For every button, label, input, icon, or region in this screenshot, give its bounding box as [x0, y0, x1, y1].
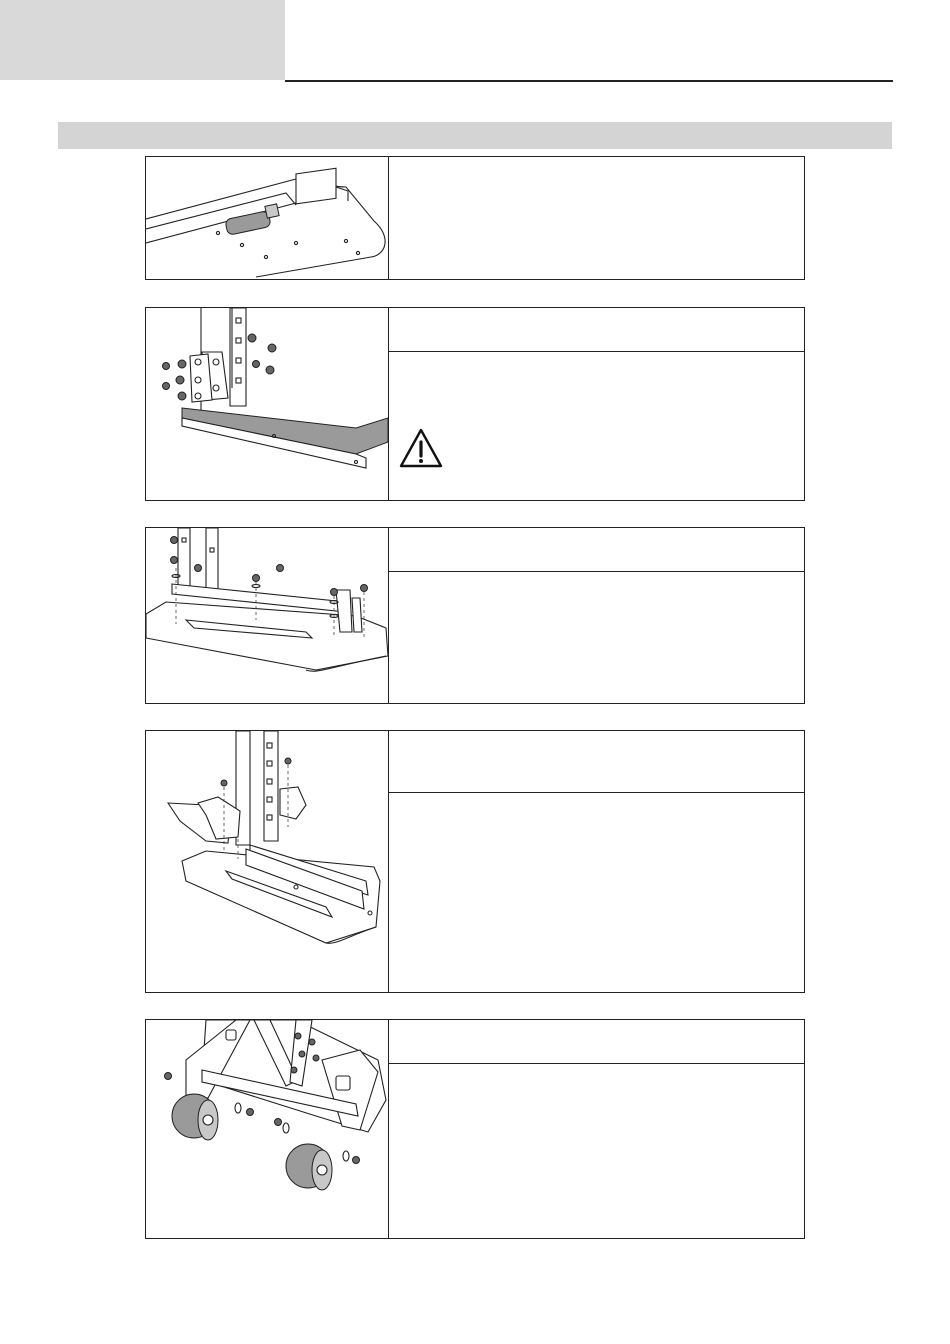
tool-on-base-drawing	[146, 157, 388, 279]
step-1-text	[389, 157, 804, 279]
step-3-frame-to-base-plate-figure	[146, 528, 389, 703]
assembly-step-1	[145, 156, 805, 280]
step-1-tool-on-base-figure	[146, 157, 389, 279]
step-3-text	[389, 572, 804, 703]
step-3-title	[389, 528, 804, 572]
header-rule	[285, 80, 893, 82]
step-4-side-brackets-figure	[146, 731, 389, 992]
step-5-text	[389, 1064, 804, 1238]
step-2-column-bracket-figure	[146, 308, 389, 500]
step-4-title	[389, 731, 804, 793]
assembly-step-3	[145, 527, 805, 704]
step-5-title	[389, 1020, 804, 1064]
header-tab	[0, 0, 285, 80]
section-title-bar	[58, 122, 892, 149]
wheels-drawing	[146, 1020, 388, 1238]
step-5-wheels-figure	[146, 1020, 389, 1238]
step-4-text	[389, 793, 804, 992]
frame-to-base-plate-drawing	[146, 528, 388, 703]
assembly-step-5	[145, 1019, 805, 1239]
assembly-step-2	[145, 307, 805, 501]
column-bracket-drawing	[146, 308, 388, 500]
side-brackets-drawing	[146, 731, 388, 992]
warning-triangle-icon	[399, 428, 443, 468]
assembly-step-4	[145, 730, 805, 993]
step-2-title	[389, 308, 804, 352]
step-2-text	[389, 352, 804, 500]
